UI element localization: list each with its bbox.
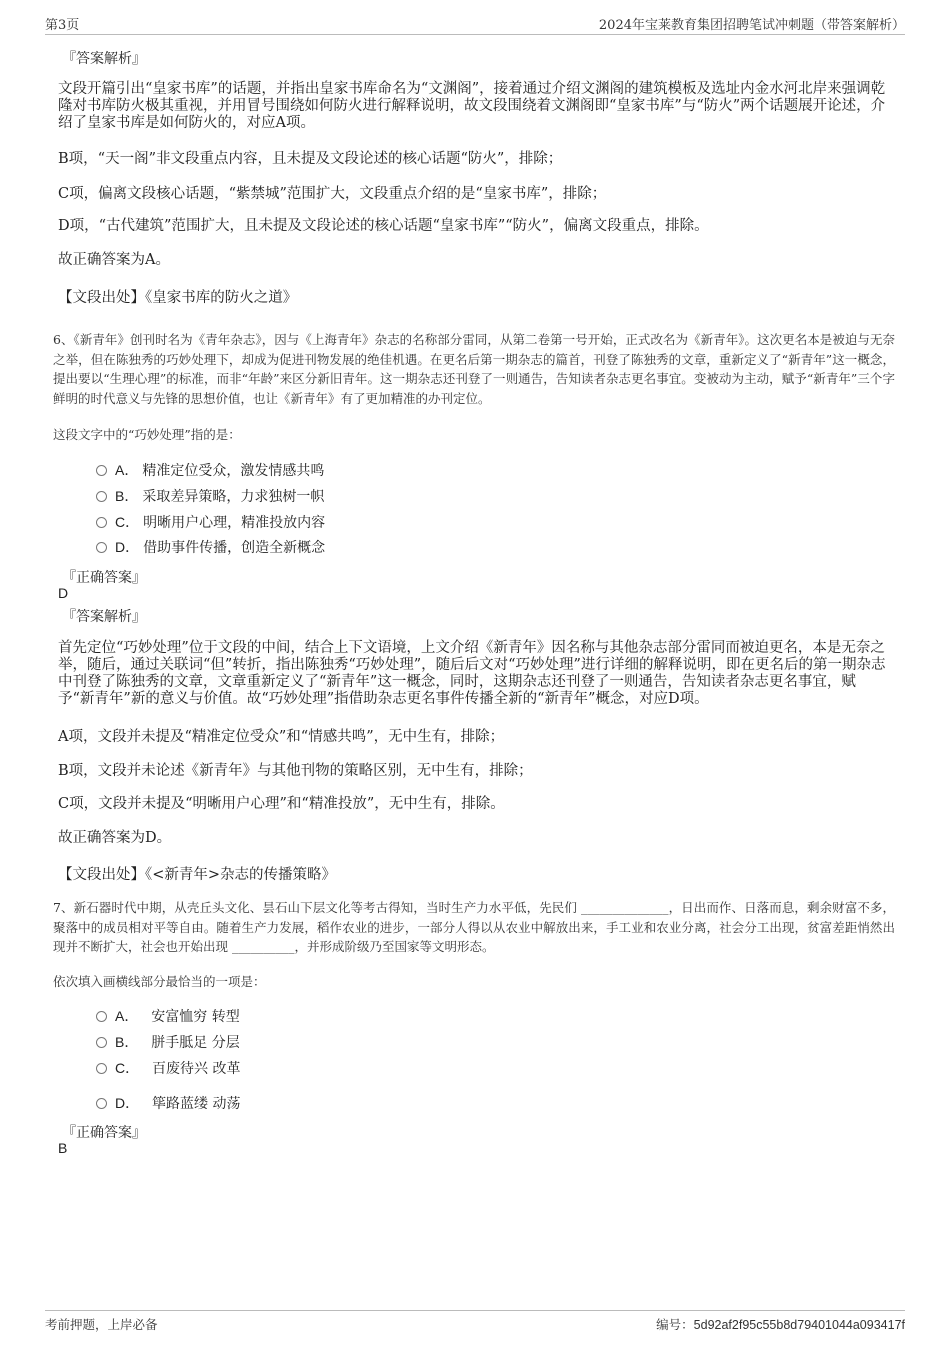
q6-analysis-tag: 『答案解析』	[62, 609, 146, 625]
q6-answer-tag: 『正确答案』	[62, 570, 146, 586]
radio-icon[interactable]	[96, 1098, 107, 1109]
q6-answer: D	[58, 585, 69, 601]
q6-option-c-note: C项，文段并未提及“明晰用户心理”和“精准投放”，无中生有，排除。	[58, 796, 505, 812]
q6-option-b[interactable]: B． 采取差异策略，力求独树一帜	[96, 486, 324, 506]
q5-source: 【文段出处】《皇家书库的防火之道》	[58, 290, 298, 306]
document-title: 2024年宝莱教育集团招聘笔试冲刺题（带答案解析）	[598, 18, 905, 33]
q6-option-d[interactable]: D． 借助事件传播，创造全新概念	[96, 537, 325, 557]
page-footer	[45, 1310, 905, 1335]
q6-option-c[interactable]: C． 明晰用户心理，精准投放内容	[96, 512, 325, 532]
radio-icon[interactable]	[96, 491, 107, 502]
q5-option-d-note: D项，“古代建筑”范围扩大，且未提及文段论述的核心话题“皇家书库”“防火”，偏离文段重点，排除。	[58, 218, 709, 234]
radio-icon[interactable]	[96, 465, 107, 476]
q7-option-b[interactable]: B． 胼手胝足 分层	[96, 1032, 240, 1052]
q6-option-a-note: A项，文段并未提及“精准定位受众”和“情感共鸣”，无中生有，排除；	[58, 729, 505, 745]
q6-option-a[interactable]: A． 精准定位受众，激发情感共鸣	[96, 460, 324, 480]
q7-option-c[interactable]: C． 百废待兴 改革	[96, 1058, 240, 1078]
q7-stem: 7、新石器时代中期，从壳丘头文化、昙石山下层文化等考古得知，当时生产力水平低，先民们 ______________，日出而作、日落而息，剩余财富不多，聚落中的成员相对平等自由。随着生产力发展，稻作农业的进步，一部分人得以从农业中解放出来，手工业和农业分离，社会分工出现，贫富差距悄然出现并不断扩大，社会也开始出现 __________，并形成阶级乃至国家等文明形态。	[53, 900, 895, 954]
document-code: 编号：5d92af2f95c55b8d79401044a093417f	[656, 1317, 905, 1332]
q5-option-b-note: B项，“天一阁”非文段重点内容，且未提及文段论述的核心话题“防火”，排除；	[58, 151, 563, 167]
q6-source: 【文段出处】《<新青年>杂志的传播策略》	[58, 867, 337, 883]
q5-analysis: 文段开篇引出“皇家书库”的话题，并指出皇家书库命名为“文渊阁”，接着通过介绍文渊阁的建筑模板及选址内金水河北岸来强调乾隆对书库防火极其重视，并用冒号围绕如何防火进行解释说明，故文段围绕着文渊阁即“皇家书库”与“防火”两个话题展开论述，介绍了皇家书库是如何防火的，对应A项。	[58, 81, 886, 131]
q5-analysis-tag: 『答案解析』	[62, 51, 146, 67]
q6-conclusion: 故正确答案为D。	[58, 830, 172, 846]
q6-stem: 6、《新青年》创刊时名为《青年杂志》，因与《上海青年》杂志的名称部分雷同，从第二卷第一号开始，正式改名为《新青年》。这次更名本是被迫与无奈之举，但在陈独秀的巧妙处理下，却成为促进刊物发展的绝佳机遇。在更名后第一期杂志的篇首，刊登了陈独秀的文章，重新定义了“新青年”这一概念，提出要以“生理心理”的标准，而非“年龄”来区分新旧青年。这一期杂志还刊登了一则通告，告知读者杂志更名事宜。变被动为主动，赋予“新青年”三个字鲜明的时代意义与先锋的思想价值，也让《新青年》有了更加精准的办刊定位。	[53, 332, 895, 406]
q5-option-c-note: C项，偏离文段核心话题，“紫禁城”范围扩大，文段重点介绍的是“皇家书库”，排除；	[58, 186, 607, 202]
page-number: 第3页	[45, 18, 80, 33]
radio-icon[interactable]	[96, 1011, 107, 1022]
q7-question: 依次填入画横线部分最恰当的一项是：	[53, 974, 266, 989]
q6-option-b-note: B项，文段并未论述《新青年》与其他刊物的策略区别，无中生有，排除；	[58, 763, 533, 779]
q6-question: 这段文字中的“巧妙处理”指的是：	[53, 427, 241, 442]
q6-analysis: 首先定位“巧妙处理”位于文段的中间，结合上下文语境，上文介绍《新青年》因名称与其他杂志部分雷同而被迫更名，本是无奈之举，随后，通过关联词“但”转折，指出陈独秀“巧妙处理”，随后后文对“巧妙处理”进行详细的解释说明，即在更名后的第一期杂志中刊登了陈独秀的文章，文章重新定义了“新青年”这一概念，同时，这期杂志还刊登了一则通告，告知读者杂志更名事宜，赋予“新青年”新的意义与价值。故“巧妙处理”指借助杂志更名事件传播全新的“新青年”概念，对应D项。	[58, 640, 886, 707]
radio-icon[interactable]	[96, 517, 107, 528]
q7-option-d[interactable]: D． 筚路蓝缕 动荡	[96, 1093, 240, 1113]
q7-answer-tag: 『正确答案』	[62, 1125, 146, 1141]
radio-icon[interactable]	[96, 542, 107, 553]
radio-icon[interactable]	[96, 1037, 107, 1048]
page-header	[45, 14, 905, 35]
q7-answer: B	[58, 1140, 68, 1156]
q7-option-a[interactable]: A． 安富恤穷 转型	[96, 1006, 240, 1026]
q5-conclusion: 故正确答案为A。	[58, 252, 170, 268]
footer-slogan: 考前押题，上岸必备	[45, 1317, 158, 1332]
radio-icon[interactable]	[96, 1063, 107, 1074]
